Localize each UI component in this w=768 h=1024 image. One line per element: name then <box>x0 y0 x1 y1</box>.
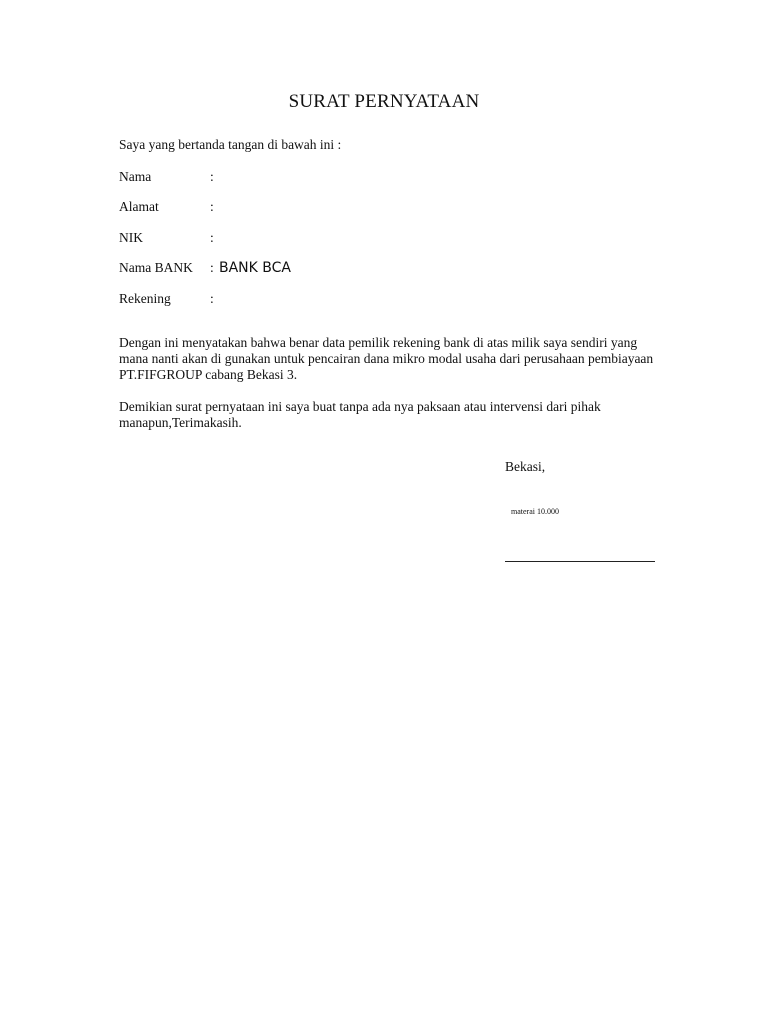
stamp-placeholder: materai 10.000 <box>511 507 559 516</box>
field-label-nama: Nama <box>119 169 152 184</box>
closing-paragraph <box>119 399 679 431</box>
field-label-nik: NIK <box>119 230 143 245</box>
statement-paragraph <box>119 335 679 383</box>
field-label-alamat: Alamat <box>119 199 159 214</box>
field-colon-nama-bank: : <box>210 260 214 275</box>
paragraph-line: mana nanti akan di gunakan untuk pencairan dana mikro modal usaha dari perusahaan pembiayaan <box>119 351 654 366</box>
field-label-nama-bank: Nama BANK <box>119 260 193 275</box>
signature-line <box>505 561 655 562</box>
intro-text: Saya yang bertanda tangan di bawah ini : <box>119 137 342 152</box>
field-colon-rekening: : <box>210 291 214 306</box>
closing-city: Bekasi, <box>505 459 546 474</box>
field-colon-alamat: : <box>210 199 214 214</box>
paragraph-line: Dengan ini menyatakan bahwa benar data pemilik rekening bank di atas milik saya sendiri yang <box>119 335 638 350</box>
document-title: SURAT PERNYATAAN <box>288 91 480 112</box>
field-value-nama-bank: BANK BCA <box>219 260 291 276</box>
paragraph-line: Demikian surat pernyataan ini saya buat tanpa ada nya paksaan atau intervensi dari pihak <box>119 399 601 414</box>
field-colon-nik: : <box>210 230 214 245</box>
paragraph-line: manapun,Terimakasih. <box>119 415 242 430</box>
field-label-rekening: Rekening <box>119 291 171 306</box>
field-colon-nama: : <box>210 169 214 184</box>
paragraph-line: PT.FIFGROUP cabang Bekasi 3. <box>119 367 298 382</box>
